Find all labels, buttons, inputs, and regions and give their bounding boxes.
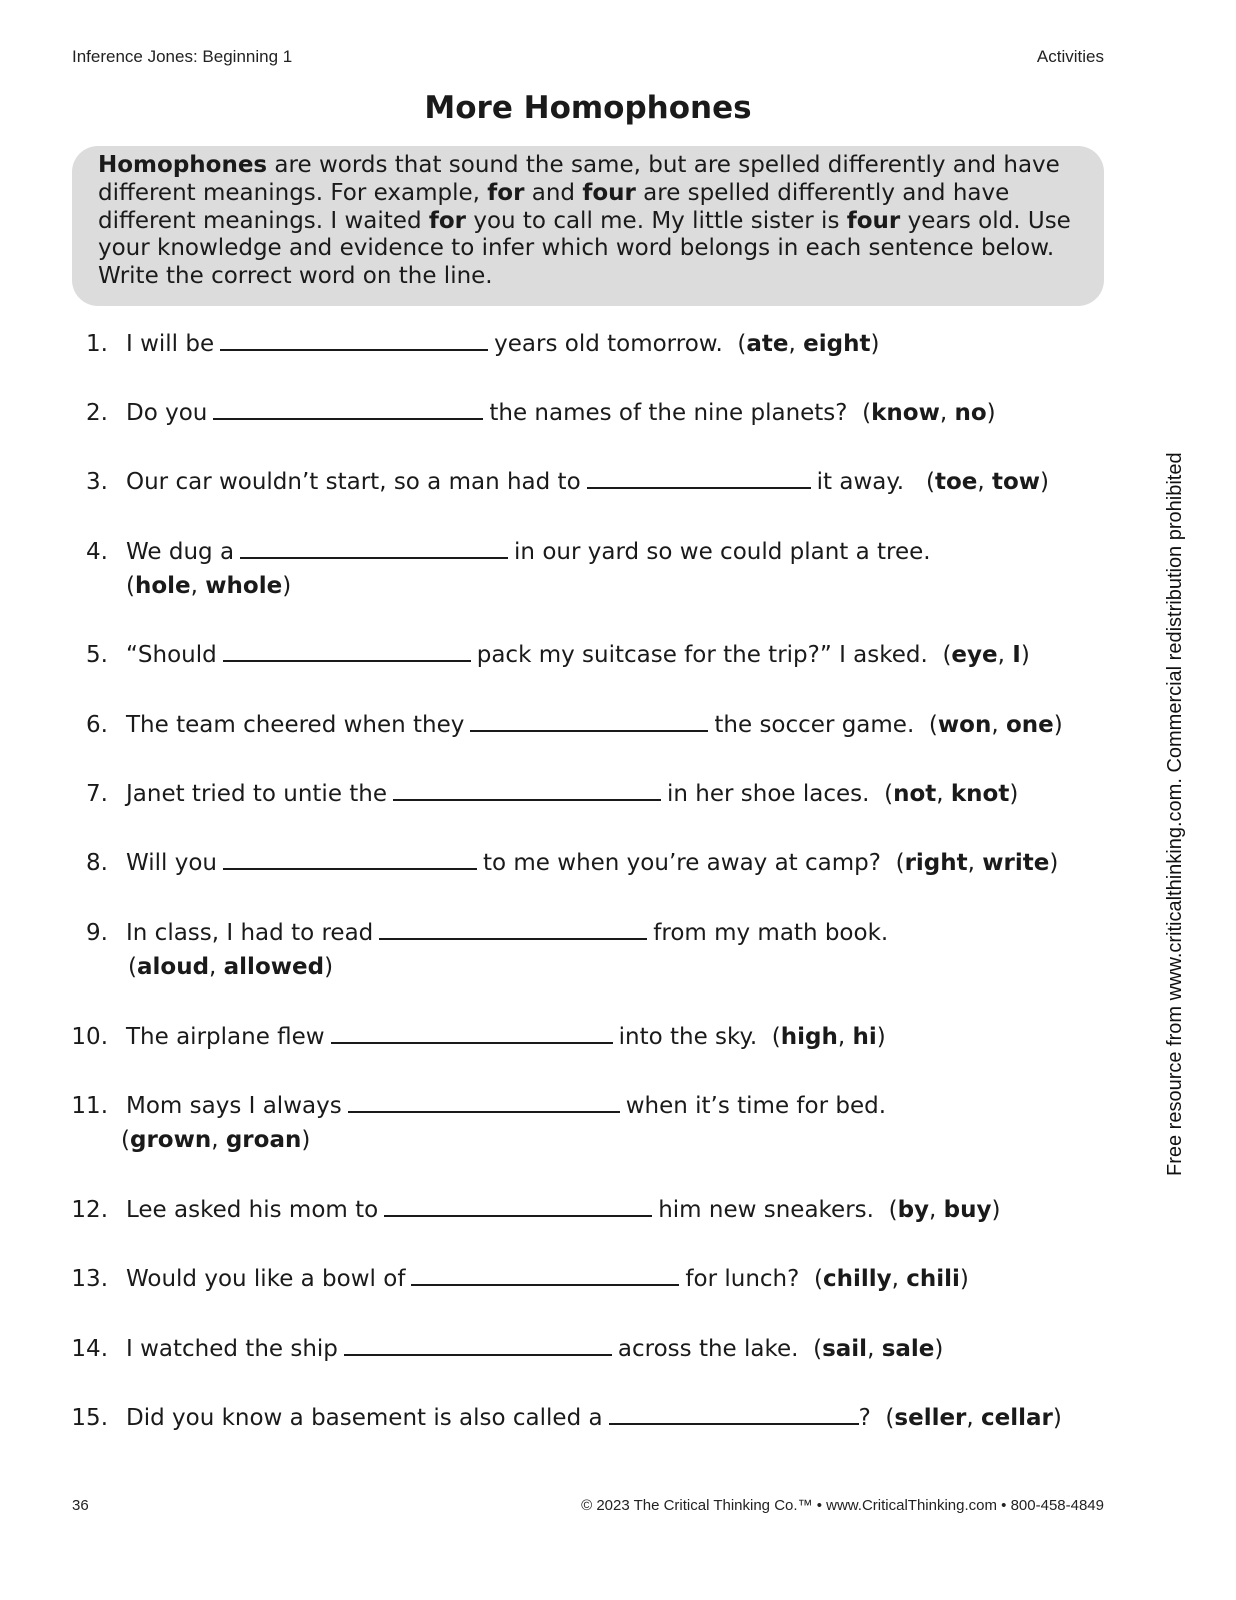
intro-example-word: for xyxy=(428,207,467,234)
question-text: to me when you’re away at camp? xyxy=(482,850,881,876)
intro-example-word: four xyxy=(846,207,901,234)
footer-copyright: © 2023 The Critical Thinking Co.™ • www.CriticalThinking.com • 800-458-4849 xyxy=(581,1497,1104,1514)
question-number: 1. xyxy=(86,331,108,357)
answer-blank[interactable] xyxy=(393,777,661,801)
answer-blank[interactable] xyxy=(344,1332,612,1356)
intro-text: are words that sound the same, but are spelled differently and have different meanings. For example, xyxy=(98,152,1060,206)
question-text: him new sneakers. xyxy=(658,1197,874,1223)
option-word: eight xyxy=(803,331,871,357)
option-word: high xyxy=(780,1024,838,1050)
intro-example-word: four xyxy=(582,179,636,206)
option-word: aloud xyxy=(136,954,210,980)
question-text: ? xyxy=(858,1405,871,1431)
option-word: sale xyxy=(881,1336,935,1362)
intro-example-word: for xyxy=(487,179,525,206)
option-word: tow xyxy=(991,469,1041,495)
answer-blank[interactable] xyxy=(213,396,483,420)
question-text: it away. xyxy=(816,469,905,495)
option-word: seller xyxy=(894,1405,967,1431)
question-text: Janet tried to untie the xyxy=(126,781,388,807)
option-word: chilly xyxy=(822,1266,892,1292)
question-number: 15. xyxy=(71,1405,108,1431)
option-word: grown xyxy=(129,1127,212,1153)
option-word: ate xyxy=(746,331,789,357)
answer-options: (won, one) xyxy=(928,712,1063,738)
question-text: in her shoe laces. xyxy=(667,781,870,807)
option-word: groan xyxy=(225,1127,302,1153)
option-word: cellar xyxy=(981,1405,1053,1431)
option-word: write xyxy=(982,850,1050,876)
question-text: I will be xyxy=(126,331,215,357)
answer-options: (eye, I) xyxy=(942,642,1030,668)
option-word: won xyxy=(937,712,992,738)
question-number: 10. xyxy=(71,1024,108,1050)
copyright-side-notice: Free resource from www.criticalthinking.com. Commercial redistribution prohibited xyxy=(1164,452,1186,1176)
option-word: knot xyxy=(950,781,1010,807)
answer-blank[interactable] xyxy=(384,1193,652,1217)
question-number: 2. xyxy=(86,400,108,426)
answer-blank[interactable] xyxy=(223,638,471,662)
question-text: The team cheered when they xyxy=(126,712,465,738)
instructions-box xyxy=(72,146,1104,306)
answer-blank[interactable] xyxy=(331,1020,613,1044)
question-text: The airplane flew xyxy=(126,1024,325,1050)
option-word: whole xyxy=(205,573,283,599)
answer-blank[interactable] xyxy=(587,465,811,489)
question-number: 3. xyxy=(86,469,108,495)
answer-options: (ate, eight) xyxy=(737,331,880,357)
question-number: 4. xyxy=(86,539,108,565)
question-text: years old tomorrow. xyxy=(494,331,723,357)
header-book-title: Inference Jones: Beginning 1 xyxy=(72,47,293,66)
option-word: allowed xyxy=(223,954,325,980)
answer-options: (high, hi) xyxy=(771,1024,886,1050)
option-word: not xyxy=(893,781,937,807)
question-text: Did you know a basement is also called a xyxy=(126,1405,603,1431)
question-text: pack my suitcase for the trip?” I asked. xyxy=(476,642,928,668)
question-number: 6. xyxy=(86,712,108,738)
question-text: “Should xyxy=(126,642,217,668)
question-text: for lunch? xyxy=(685,1266,800,1292)
question-number: 9. xyxy=(86,920,108,946)
answer-blank[interactable] xyxy=(240,535,508,559)
question-text: Lee asked his mom to xyxy=(126,1197,379,1223)
option-word: I xyxy=(1012,642,1021,668)
question-text: when it’s time for bed. xyxy=(625,1093,887,1119)
question-text: Mom says I always xyxy=(126,1093,342,1119)
answer-options: (sail, sale) xyxy=(813,1336,944,1362)
answer-options: (seller, cellar) xyxy=(885,1405,1062,1431)
question-text: Do you xyxy=(126,400,208,426)
option-word: hole xyxy=(134,573,191,599)
option-word: sail xyxy=(822,1336,868,1362)
intro-text: years old. Use your knowledge and evidence to infer which word belongs in each sentence below. Write the correct word on the line. xyxy=(98,207,1071,290)
question-text: Will you xyxy=(126,850,217,876)
answer-blank[interactable] xyxy=(470,708,708,732)
answer-options: (right, write) xyxy=(895,850,1059,876)
question-text: the soccer game. xyxy=(714,712,915,738)
option-word: eye xyxy=(951,642,998,668)
question-text: into the sky. xyxy=(618,1024,758,1050)
answer-blank[interactable] xyxy=(411,1262,679,1286)
intro-term: Homophones xyxy=(98,152,268,178)
answer-options: (toe, tow) xyxy=(925,469,1050,495)
option-word: chili xyxy=(906,1266,960,1292)
option-word: no xyxy=(954,400,987,426)
question-number: 12. xyxy=(71,1197,108,1223)
page-title: More Homophones xyxy=(424,90,752,126)
answer-blank[interactable] xyxy=(220,327,488,351)
question-text: across the lake. xyxy=(617,1336,799,1362)
answer-options: (know, no) xyxy=(862,400,996,426)
question-number: 14. xyxy=(71,1336,108,1362)
answer-options: (grown, groan) xyxy=(121,1127,311,1153)
option-word: buy xyxy=(943,1197,992,1223)
question-text: the names of the nine planets? xyxy=(489,400,848,426)
intro-text: you to call me. My little sister is xyxy=(466,207,847,234)
question-number: 5. xyxy=(86,642,108,668)
answer-blank[interactable] xyxy=(609,1401,859,1425)
intro-text: and xyxy=(524,179,583,206)
answer-options: (hole, whole) xyxy=(126,573,292,599)
answer-options: (not, knot) xyxy=(884,781,1019,807)
question-text: Would you like a bowl of xyxy=(126,1266,406,1292)
answer-options: (aloud, allowed) xyxy=(128,954,334,980)
header-section: Activities xyxy=(1036,47,1104,66)
answer-options: (chilly, chili) xyxy=(813,1266,969,1292)
question-text: from my math book. xyxy=(653,920,889,946)
question-number: 7. xyxy=(86,781,108,807)
intro-text: are spelled differently and have different meanings. I waited xyxy=(98,179,1010,234)
option-word: one xyxy=(1005,712,1054,738)
question-text: I watched the ship xyxy=(126,1336,338,1362)
question-number: 13. xyxy=(71,1266,108,1292)
question-text: in our yard so we could plant a tree. xyxy=(514,539,931,565)
option-word: right xyxy=(904,850,968,876)
option-word: toe xyxy=(934,469,978,495)
option-word: hi xyxy=(852,1024,877,1050)
answer-options: (by, buy) xyxy=(888,1197,1001,1223)
page-number: 36 xyxy=(72,1497,89,1514)
answer-blank[interactable] xyxy=(223,846,477,870)
question-number: 11. xyxy=(71,1093,108,1119)
option-word: by xyxy=(897,1197,930,1223)
option-word: know xyxy=(871,400,940,426)
question-text: In class, I had to read xyxy=(126,920,374,946)
question-text: Our car wouldn’t start, so a man had to xyxy=(126,469,581,495)
question-text: We dug a xyxy=(126,539,235,565)
answer-blank[interactable] xyxy=(348,1089,620,1113)
question-number: 8. xyxy=(86,850,108,876)
answer-blank[interactable] xyxy=(379,916,647,940)
